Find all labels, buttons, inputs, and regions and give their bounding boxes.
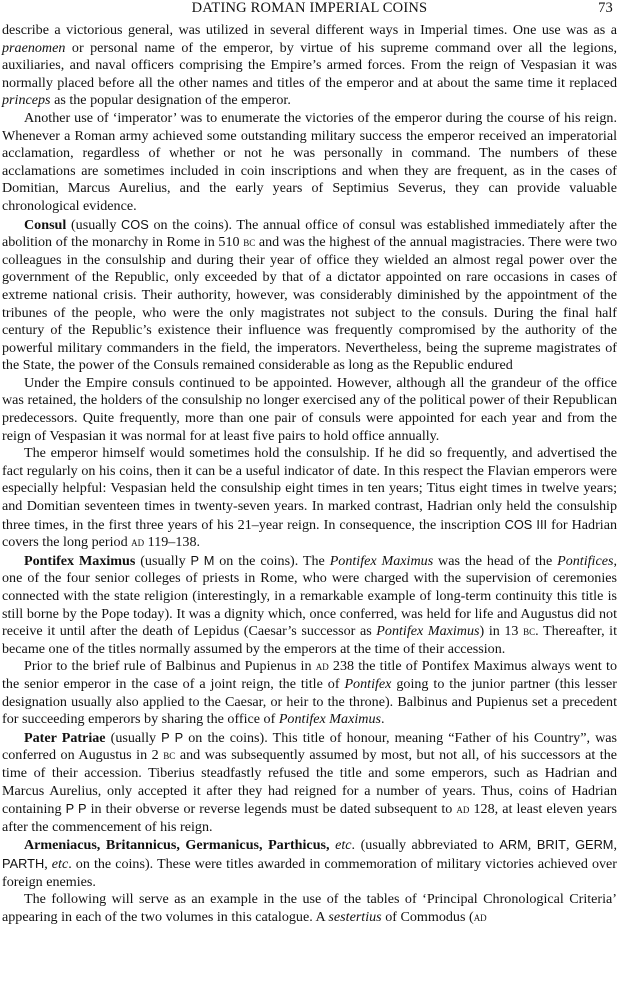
text-run: . on the coins). These were titles awarded in commemoration of military victories achieved over foreign enemies. bbox=[2, 855, 617, 890]
page-number: 73 bbox=[598, 0, 613, 16]
text-run: . (usually abbreviated to bbox=[351, 837, 500, 854]
text-run: . bbox=[380, 711, 385, 728]
text-run: in their obverse or reverse legends must be dated subsequent to bbox=[86, 801, 457, 818]
text-run: on the coins). This title of honour, meaning “Father of his Country”, was conferred on Augustus in 2 bbox=[2, 729, 618, 764]
italic-term: Pontifex Maximus bbox=[329, 552, 434, 569]
paragraph-pater-patriae bbox=[2, 729, 617, 837]
bold-heading-term: Consul bbox=[24, 216, 67, 233]
italic-term: etc bbox=[335, 837, 352, 854]
text-run: Prior to the brief rule of Balbinus and Pupienus in bbox=[24, 658, 316, 675]
text-run: , bbox=[527, 837, 537, 854]
paragraph-consuls-under-empire bbox=[2, 375, 617, 445]
text-run: 119–138. bbox=[144, 534, 201, 551]
paragraph-consul bbox=[2, 216, 617, 375]
text-run: The following will serve as an example in the use of the tables of ‘Principal Chronological Criteria’ appearing in each of the two volumes in this catalogue. A bbox=[2, 891, 617, 925]
coin-legend: P P bbox=[65, 801, 87, 817]
italic-term: Pontifex Maximus bbox=[376, 623, 480, 640]
paragraph-imperator-praenomen bbox=[2, 22, 617, 110]
running-title: DATING ROMAN IMPERIAL COINS bbox=[191, 0, 428, 16]
era-abbreviation: ad bbox=[473, 909, 487, 924]
bold-heading-term: Armeniacus, Britannicus, Germanicus, Parthicus, bbox=[24, 837, 330, 854]
text-run: , bbox=[44, 855, 52, 872]
coin-legend: COS bbox=[121, 216, 149, 232]
era-abbreviation: bc bbox=[243, 235, 256, 250]
text-run: on the coins). The annual office of consul was established immediately after the abolition of the monarchy in Rome in 510 bbox=[2, 216, 617, 251]
coin-legend: P M bbox=[190, 552, 215, 568]
italic-term: princeps bbox=[2, 92, 51, 109]
text-run: . Thereafter, it became one of the titles normally assumed by the emperors at the time of their accession. bbox=[2, 623, 618, 657]
bold-heading-term: Pontifex Maximus bbox=[24, 552, 136, 569]
text-run: (usually bbox=[66, 216, 122, 233]
era-abbreviation: ad bbox=[315, 659, 329, 674]
coin-legend: COS III bbox=[504, 516, 548, 532]
paragraph-balbinus-pupienus bbox=[2, 658, 617, 728]
italic-term: Pontifex Maximus bbox=[278, 711, 381, 728]
text-run: , bbox=[613, 837, 618, 854]
text-run: (usually bbox=[105, 729, 162, 746]
coin-legend: P P bbox=[161, 729, 184, 745]
text-run: Under the Empire consuls continued to be appointed. However, although all the grandeur of the office was retained, the holders of the consulship no longer exercised any of the political power of their Republican predecessors. Quite frequently, more than one pair of consuls were appointed for each year and from the reign of Vespasian it was normal for at least five pairs to hold office annually. bbox=[2, 374, 617, 444]
bold-heading-term: Pater Patriae bbox=[24, 729, 106, 746]
text-run: going to the junior partner (this lesser designation usually also applied to the Caesar, or heir to the throne). Balbinus and Pupienus set a precedent for succeeding emperors by sharing the office of bbox=[2, 675, 617, 728]
text-run: 128, at least eleven years after the commencement of his reign. bbox=[2, 801, 617, 835]
paragraph-emperor-consulship bbox=[2, 445, 617, 552]
text-run: 238 the title of Pontifex Maximus always went to the senior emperor in the case of a joint reign, the title of bbox=[2, 658, 617, 692]
paragraph-pontifex-maximus bbox=[2, 552, 617, 659]
italic-term: praenomen bbox=[2, 39, 66, 56]
text-run: ) in 13 bbox=[479, 623, 524, 640]
text-run: and was subsequently assumed by most, but not all, of his successors at the time of their accession. Tiberius steadfastly refused the title and some emperors, such as Hadrian and Marcus Aurelius, only accepted it after they had reigned for a number of years. Thus, coins of Hadrian containing bbox=[2, 747, 618, 818]
text-run: on the coins). The bbox=[214, 552, 330, 569]
text-run: for Hadrian covers the long period bbox=[2, 516, 618, 551]
coin-legend: GERM bbox=[575, 837, 614, 853]
coin-legend: BRIT bbox=[536, 837, 566, 853]
era-abbreviation: bc bbox=[523, 624, 536, 639]
era-abbreviation: bc bbox=[163, 748, 176, 763]
text-run: The emperor himself would sometimes hold the consulship. If he did so frequently, and advertised the fact regularly on his coins, then it can be a useful indicator of date. In this respect the Flavian emperors were especially helpful: Vespasian held the consulship eight times in ten years; Titus eight times in twelve years; and Domitian seventeen times in twenty-seven years. In marked contrast, Hadrian only held the consulship three times, in the first three years of his 21–year reign. In consequence, the inscription bbox=[2, 445, 617, 533]
paragraph-victory-titles bbox=[2, 836, 617, 891]
era-abbreviation: ad bbox=[131, 535, 145, 550]
text-run: as the popular designation of the emperor. bbox=[50, 92, 291, 109]
text-run: , bbox=[566, 837, 576, 854]
text-run: , one of the four senior colleges of priests in Rome, who were charged with the supervision of ceremonies connected with the state religion (interestingly, in a remarkable example of long-term continuity this title is still borne by the Pope today). It was a dignity which, once conferred, was held for life and Augustus did not receive it until after the death of Lepidus (Caesar’s successor as bbox=[2, 552, 618, 640]
text-run: Another use of ‘imperator’ was to enumerate the victories of the emperor during the course of his reign. Whenever a Roman army achieved some outstanding military success the emperor received an imperatorial acclamation, regardless of whether or not he was personally in command. The numbers of these acclamations are sometimes included in coin inscriptions and when they are frequent, as in the cases of Domitian, Marcus Aurelius, and the early years of Septimius Severus, they can provide valuable chronological evidence. bbox=[2, 109, 617, 214]
text-run: describe a victorious general, was utilized in several different ways in Imperial times. One use was as a bbox=[2, 22, 617, 38]
text-run: was the head of the bbox=[433, 552, 558, 569]
era-abbreviation: ad bbox=[456, 802, 470, 817]
paragraph-example-commodus bbox=[2, 891, 617, 926]
coin-legend: PARTH bbox=[2, 855, 45, 871]
paragraph-imperatorial-acclamations bbox=[2, 110, 617, 216]
text-run: (usually bbox=[135, 552, 191, 569]
text-run: of Commodus ( bbox=[381, 908, 474, 925]
italic-term: Pontifices bbox=[557, 552, 614, 569]
italic-term: Pontifex bbox=[344, 675, 392, 692]
body-text bbox=[2, 22, 617, 926]
text-run: and was the highest of the annual magistracies. There were two colleagues in the consulship and during their year of office they wielded an almost regal power over the government of the Republic, only exceeded by that of a dictator appointed on rare occasions in cases of extreme national crisis. Their authority, however, was considerably diminished by the appointment of the tribunes of the people, who were the only magistrates not subject to the consuls. During the final half century of the Republic’s existence their influence was frequently compromised by the authority of the powerful military commanders in the field, the imperators. Nevertheless, being the supreme magistrates of the State, the power of the Consuls remained considerable as long as the Republic endured bbox=[2, 234, 618, 374]
text-run: or personal name of the emperor, by virtue of his supreme command over all the legions, auxiliaries, and naval officers comprising the Empire’s armed forces. From the reign of Vespasian it was normally placed before all the other names and titles of the emperor and at about the same time it replaced bbox=[2, 39, 617, 91]
italic-term: etc bbox=[51, 855, 69, 872]
italic-term: sestertius bbox=[328, 908, 382, 925]
coin-legend: ARM bbox=[499, 837, 528, 853]
running-header bbox=[2, 0, 617, 22]
